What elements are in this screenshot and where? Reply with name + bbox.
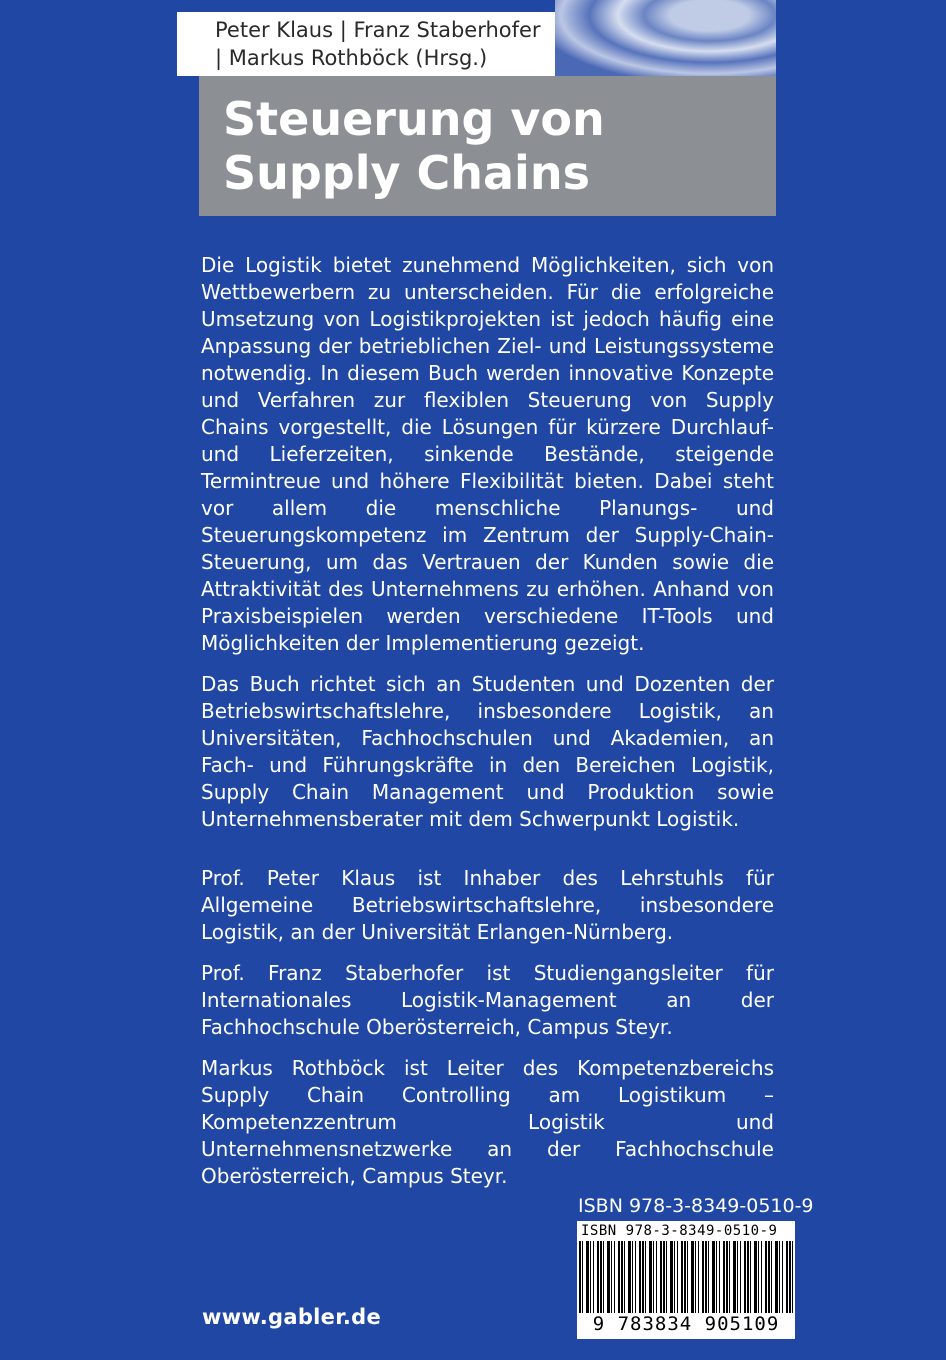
bio-klaus: Prof. Peter Klaus ist Inhaber des Lehrstuhls für Allgemeine Betriebswirtschaftslehre, insbesondere Logistik, an der Universität Erlangen-Nürnberg. [201,866,774,944]
book-title: Steuerung von Supply Chains [223,92,605,200]
isbn-label: ISBN 978-3-8349-0510-9 [578,1195,814,1217]
barcode-bars [579,1241,793,1313]
back-cover-text [201,252,774,1190]
barcode-number: 9 783834 905109 [592,1313,780,1335]
title-box [199,76,776,216]
description-paragraph-1: Die Logistik bietet zunehmend Möglichkeiten, sich von Wettbewerbern zu unterscheiden. Für die erfolgreiche Umsetzung von Logistikprojekten ist jedoch häufig eine Anpassung der betrieblichen Ziel- und Leistungssysteme notwendig. In diesem Buch werden innovative Konzepte und Verfahren zur flexiblen Steuerung von Supply Chains vorgestellt, die Lösungen für kürzere Durchlauf- und Lieferzeiten, sinkende Bestände, steigende Termintreue und höhere Flexibilität bieten. Dabei steht vor allem die menschliche Planungs- und Steuerungskompetenz im Zentrum der Supply-Chain-Steuerung, um das Vertrauen der Kunden sowie die Attraktivität des Unternehmens zu erhöhen. Anhand von Praxisbeispielen werden verschiedene IT-Tools und Möglichkeiten der Implementierung gezeigt. [201,253,774,655]
barcode-isbn-text: ISBN 978-3-8349-0510-9 [581,1223,778,1239]
cover-swirl-image [555,0,776,76]
barcode [577,1221,795,1339]
bio-staberhofer: Prof. Franz Staberhofer ist Studiengangsleiter für Internationales Logistik-Management an der Fachhochschule Oberösterreich, Campus Steyr. [201,961,774,1039]
authors-box [177,12,555,76]
description-paragraph-2: Das Buch richtet sich an Studenten und Dozenten der Betriebswirtschaftslehre, insbesondere Logistik, an Universitäten, Fachhochschulen und Akademien, an Fach- und Führungskräfte in den Bereichen Logistik, Supply Chain Management und Produktion sowie Unternehmensberater mit dem Schwerpunkt Logistik. [201,672,774,831]
authors: Peter Klaus | Franz Staberhofer | Markus Rothböck (Hrsg.) [215,18,541,70]
bio-rothboeck: Markus Rothböck ist Leiter des Kompetenzbereichs Supply Chain Controlling am Logistikum – Kompetenzzentrum Logistik und Unternehmensnetzwerke an der Fachhochschule Oberösterreich, Campus Steyr. [201,1056,774,1188]
publisher-website: www.gabler.de [202,1305,382,1329]
